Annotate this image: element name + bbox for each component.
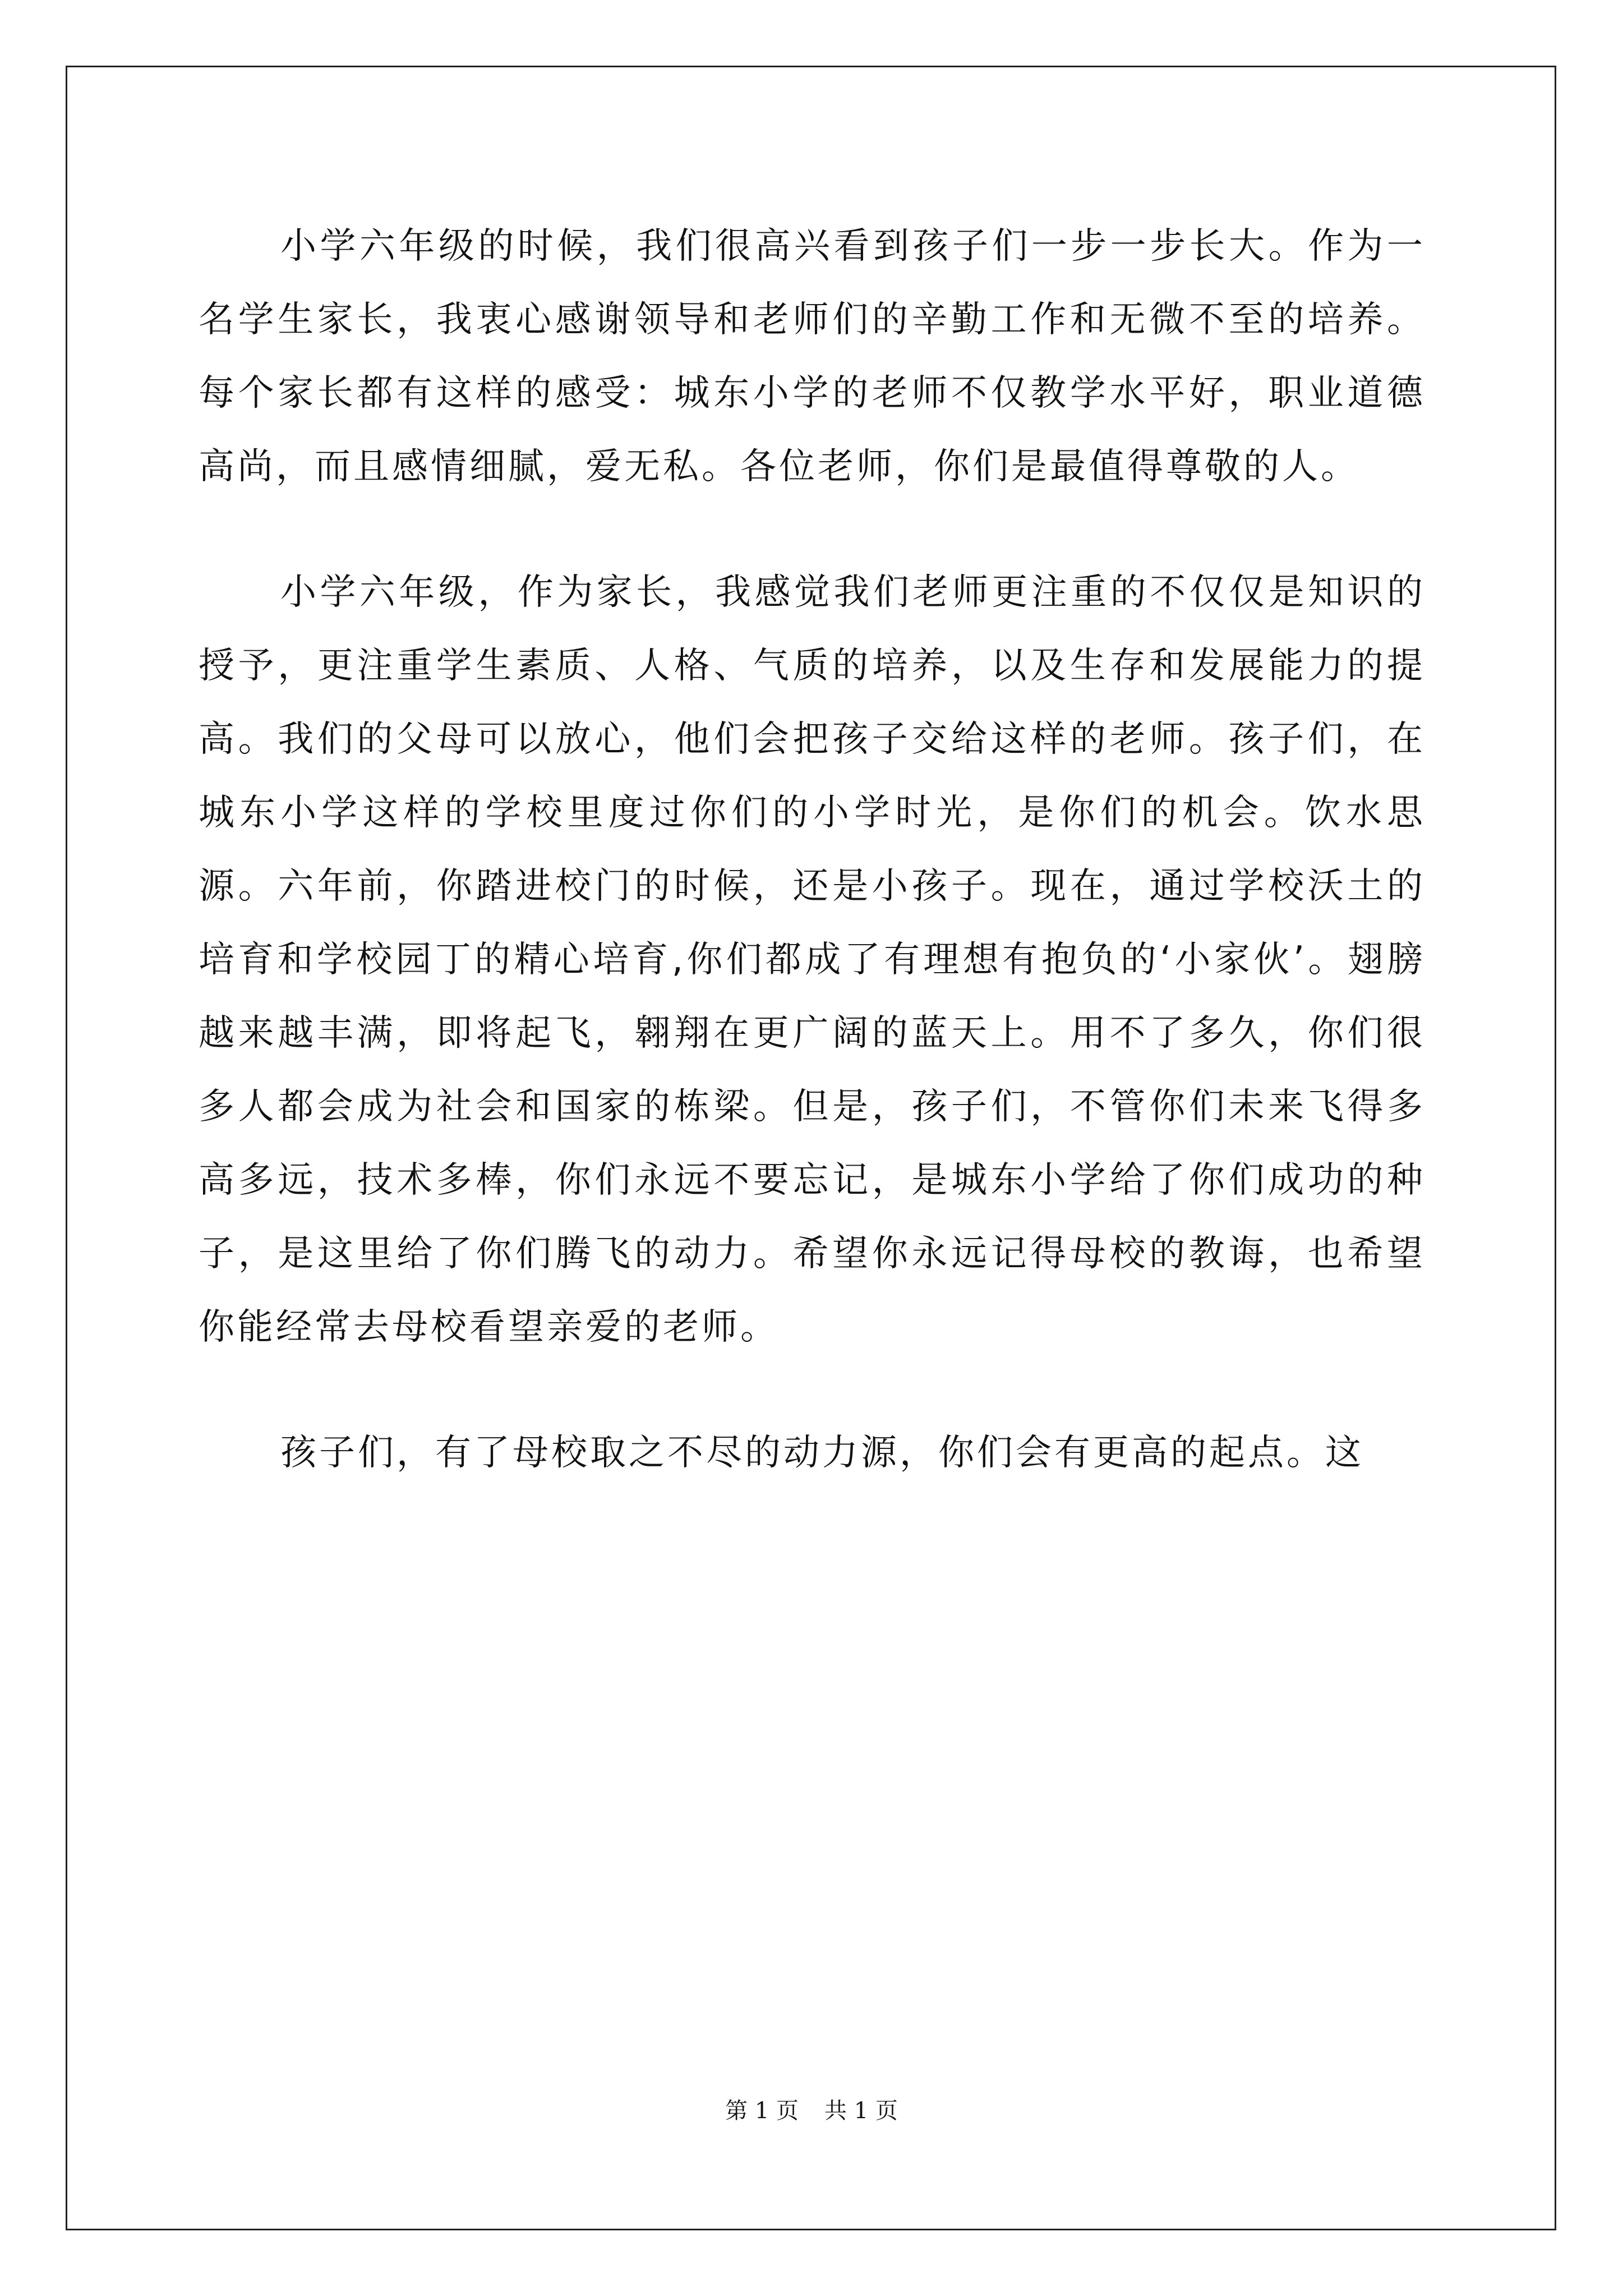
paragraph-1: 小学六年级的时候，我们很高兴看到孩子们一步一步长大。作为一名学生家长，我衷心感谢领导和老师们的辛勤工作和无微不至的培养。每个家长都有这样的感受：城东小学的老师不仅教学水平好，职业道德高尚，而且感情细腻，爱无私。各位老师，你们是最值得尊敬的人。	[199, 226, 1426, 487]
paragraph-3: 孩子们，有了母校取之不尽的动力源，你们会有更高的起点。这	[280, 1432, 1364, 1474]
page-footer	[0, 2094, 1623, 2128]
page-number: 第 1 页	[725, 2098, 799, 2124]
document-body	[199, 210, 1426, 1542]
paragraph-2: 小学六年级，作为家长，我感觉我们老师更注重的不仅仅是知识的授予，更注重学生素质、人格、气质的培养，以及生存和发展能力的提高。我们的父母可以放心，他们会把孩子交给这样的老师。孩子们，在城东小学这样的学校里度过你们的小学时光，是你们的机会。饮水思源。六年前，你踏进校门的时候，还是小孩子。现在，通过学校沃土的培育和学校园丁的精心培育,你们都成了有理想有抱负的‘小家伙’。翅膀越来越丰满，即将起飞，翱翔在更广阔的蓝天上。用不了多久，你们很多人都会成为社会和国家的栋梁。但是，孩子们，不管你们未来飞得多高多远，技术多棒，你们永远不要忘记，是城东小学给了你们成功的种子，是这里给了你们腾飞的动力。希望你永远记得母校的教诲，也希望你能经常去母校看望亲爱的老师。	[199, 572, 1426, 1348]
page-total: 共 1 页	[824, 2098, 898, 2124]
